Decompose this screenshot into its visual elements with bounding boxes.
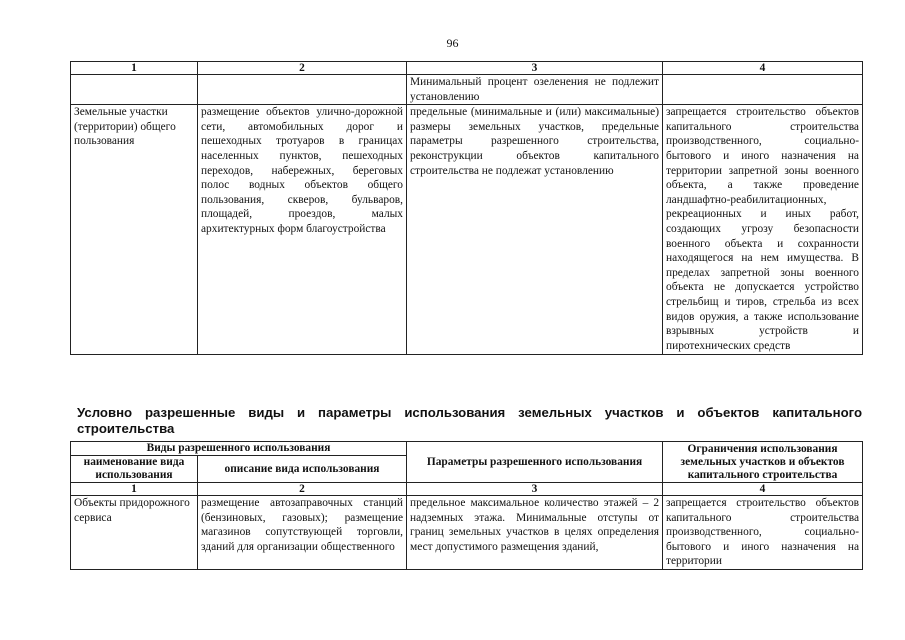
column-number-row — [71, 62, 863, 75]
col-number: 2 — [198, 62, 407, 75]
use-name-cell: Земельные участки (территории) общего пользования — [71, 105, 198, 355]
col-number: 3 — [407, 483, 663, 496]
table-cell — [71, 75, 198, 105]
section-title: Условно разрешенные виды и параметры использования земельных участков и объектов капитального строительства — [77, 405, 862, 436]
header-name-cell: наименование вида использования — [71, 456, 198, 483]
use-parameters-cell: предельное максимальное количество этажей – 2 надземных этажа. Минимальные отступы от границ земельных участков в целях определения мест допустимого размещения зданий, — [407, 496, 663, 570]
use-name-cell: Объекты придорожного сервиса — [71, 496, 198, 570]
use-restrictions-cell: запрещается строительство объектов капитального строительства производственного, социально-бытового и иного назначения на территории — [663, 496, 863, 570]
column-number-row — [71, 483, 863, 496]
table-cell — [663, 75, 863, 105]
conditional-use-table — [70, 441, 863, 570]
land-use-table-continued — [70, 61, 863, 355]
col-number: 1 — [71, 62, 198, 75]
use-parameters-cell: предельные (минимальные и (или) максимальные) размеры земельных участков, предельные параметры разрешенного строительства, реконструкции объектов капитального строительства не подлежат установлению — [407, 105, 663, 355]
table-cell — [198, 75, 407, 105]
use-description-cell: размещение автозаправочных станций (бензиновых, газовых); размещение магазинов сопутствующей торговли, зданий для организации общественного — [198, 496, 407, 570]
use-restrictions-cell: запрещается строительство объектов капитального строительства производственного, социально-бытового и иного назначения на территории запретной зоны военного объекта, а также проведение ландшафтно-реабилитационных, рекреационных и иных работ, создающих угрозу безопасности военного объекта и сохранности находящегося на нем имущества. В пределах запретной зоны военного объекта не допускается устройство стрельбищ и тиров, стрельба из всех видов оружия, а также использование взрывных устройств и пиротехнических средств — [663, 105, 863, 355]
col-number: 4 — [663, 62, 863, 75]
page-number: 96 — [446, 36, 459, 50]
col-number: 2 — [198, 483, 407, 496]
header-restrictions-cell: Ограничения использования земельных участков и объектов капитального строительства — [663, 442, 863, 483]
greening-note-cell: Минимальный процент озеленения не подлежит установлению — [407, 75, 663, 105]
col-number: 1 — [71, 483, 198, 496]
header-params-cell: Параметры разрешенного использования — [407, 442, 663, 483]
table-row — [71, 105, 863, 355]
table-row — [71, 496, 863, 570]
header-row — [71, 442, 863, 456]
header-desc-cell: описание вида использования — [198, 456, 407, 483]
use-description-cell: размещение объектов улично-дорожной сети, автомобильных дорог и пешеходных тротуаров в границах населенных пунктов, пешеходных переходов, набережных, береговых полос водных объектов общего пользования, скверов, бульваров, площадей, проездов, малых архитектурных форм благоустройства — [198, 105, 407, 355]
col-number: 4 — [663, 483, 863, 496]
carry-over-row — [71, 75, 863, 105]
header-group-cell: Виды разрешенного использования — [71, 442, 407, 456]
col-number: 3 — [407, 62, 663, 75]
